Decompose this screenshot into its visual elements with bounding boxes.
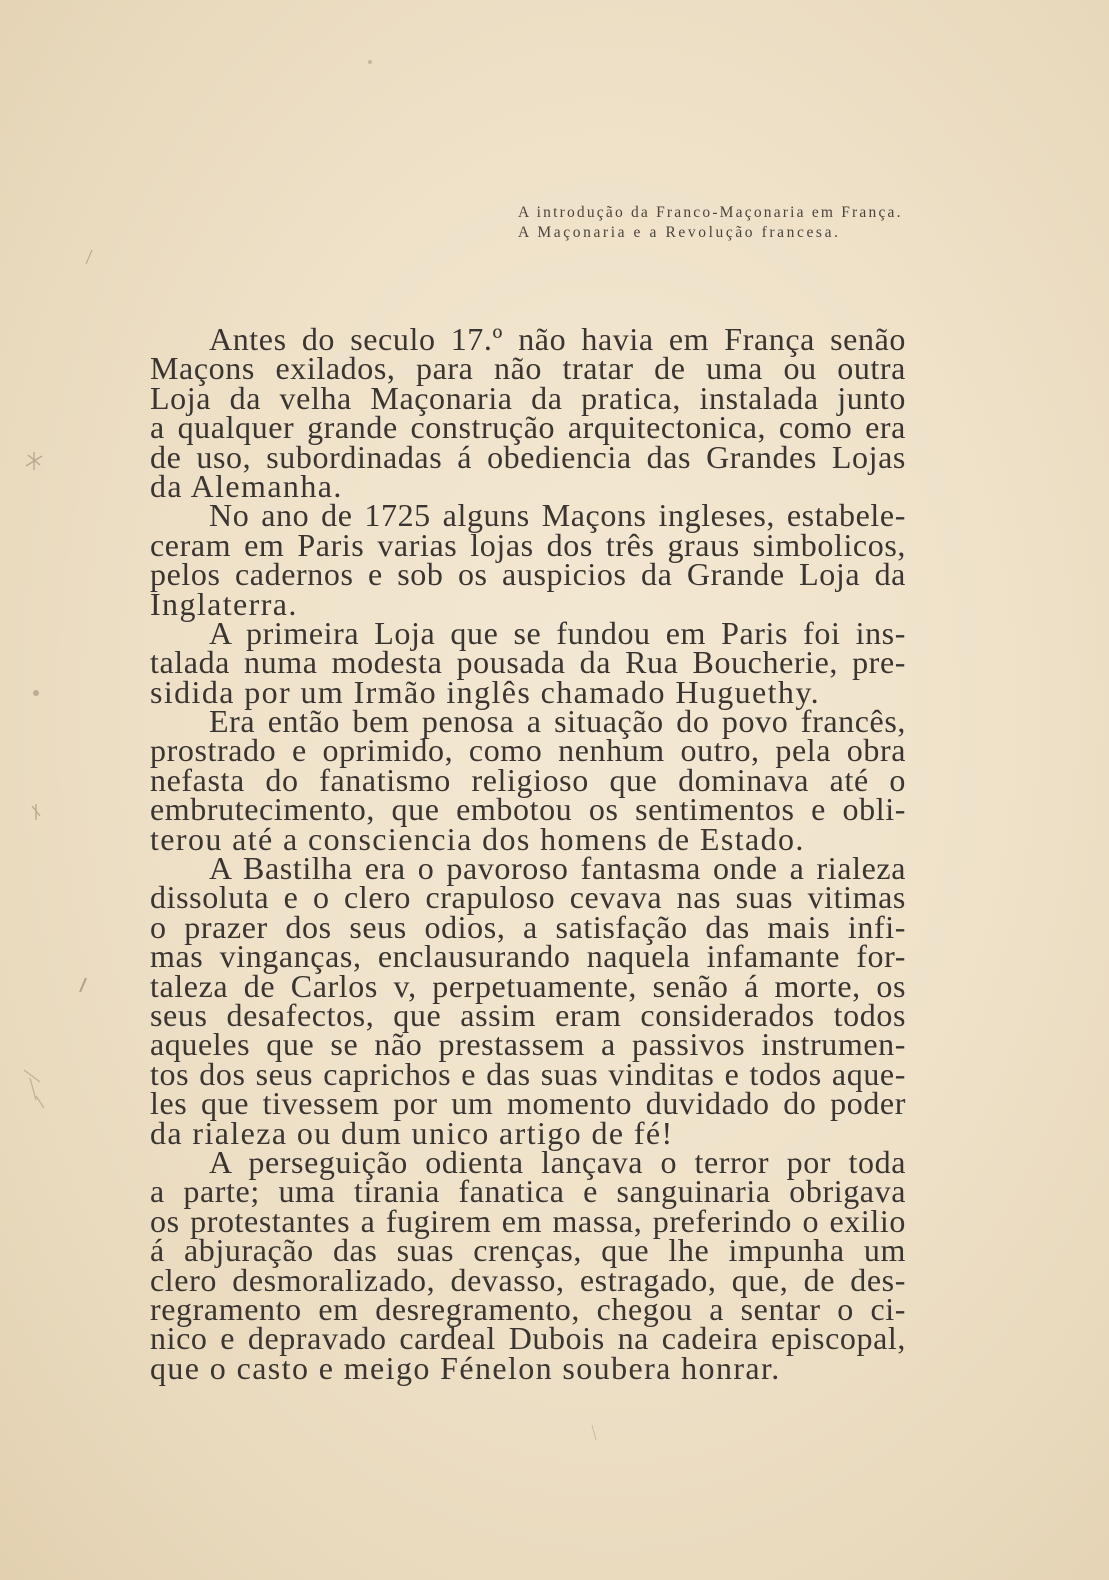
text-line: A primeira Loja que se fundou em Paris foi ins- <box>209 614 906 651</box>
text-line: da rialeza ou dum unico artigo de fé! <box>150 1114 674 1151</box>
stain-mark <box>33 690 39 696</box>
text-line: talada numa modesta pousada da Rua Boucherie, pre- <box>150 644 906 681</box>
stain-mark <box>24 1070 44 1108</box>
paragraph <box>150 614 906 710</box>
text-line: de uso, subordinadas á obediencia das Grandes Lojas <box>150 438 906 475</box>
text-line: tos dos seus caprichos e das suas vinditas e todos aque- <box>150 1055 906 1092</box>
paragraph <box>150 703 906 857</box>
text-line: taleza de Carlos v, perpetuamente, senão á morte, os <box>150 967 906 1004</box>
text-line: aqueles que se não prestassem a passivos instrumen- <box>150 1026 906 1063</box>
text-line: da Alemanha. <box>150 467 343 504</box>
text-line: a parte; uma tirania fanatica e sanguinaria obrigava <box>150 1173 906 1210</box>
text-line: á abjuração das suas crenças, que lhe impunha um <box>150 1232 906 1269</box>
text-line: Era então bem penosa a situação do povo francês, <box>209 703 906 740</box>
body-text <box>150 321 906 1386</box>
text-line: terou até a consciencia dos homens de Estado. <box>150 820 805 857</box>
stain-mark <box>592 1425 596 1440</box>
text-line: dissoluta e o clero crapuloso cevava nas suas vitimas <box>150 879 906 916</box>
text-line: Antes do seculo 17.º não havia em França senão <box>209 321 906 357</box>
text-line: sidida por um Irmão inglês chamado Huguethy. <box>150 673 821 710</box>
text-line: que o casto e meigo Fénelon soubera honrar. <box>150 1349 781 1386</box>
text-line: les que tivessem por um momento duvidado do poder <box>150 1085 906 1122</box>
text-line: mas vinganças, enclausurando naquela infamante for- <box>150 938 906 975</box>
stain-mark <box>32 804 40 820</box>
text-line: regramento em desregramento, chegou a sentar o ci- <box>150 1290 906 1327</box>
stain-mark <box>368 60 372 64</box>
text-line: No ano de 1725 alguns Maçons ingleses, estabele- <box>209 497 906 534</box>
text-line: Loja da velha Maçonaria da pratica, instalada junto <box>150 379 906 416</box>
text-line: clero desmoralizado, devasso, estragado, que, de des- <box>150 1261 906 1298</box>
paragraph <box>150 1143 906 1386</box>
text-line: pelos cadernos e sob os auspicios da Grande Loja da <box>150 556 906 593</box>
text-line: o prazer dos seus odios, a satisfação das mais infi- <box>150 908 906 945</box>
text-line: Inglaterra. <box>150 585 298 622</box>
paragraph <box>150 321 906 504</box>
text-line: seus desafectos, que assim eram considerados todos <box>150 996 906 1033</box>
text-line: nefasta do fanatismo religioso que dominava até o <box>150 761 906 798</box>
paragraph <box>150 497 906 622</box>
stain-mark <box>80 978 86 992</box>
text-line: a qualquer grande construção arquitectonica, como era <box>150 409 906 446</box>
paragraph <box>150 850 906 1151</box>
running-head <box>518 203 903 243</box>
text-line: prostrado e oprimido, como nenhum outro, pela obra <box>150 732 906 769</box>
running-head-line: A Maçonaria e a Revolução francesa. <box>518 224 841 241</box>
text-line: A perseguição odienta lançava o terror por toda <box>209 1143 906 1180</box>
stain-mark <box>26 452 42 470</box>
text-line: Maçons exilados, para não tratar de uma ou outra <box>150 350 906 387</box>
text-line: embrutecimento, que embotou os sentimentos e obli- <box>150 791 906 828</box>
text-line: os protestantes a fugirem em massa, preferindo o exilio <box>150 1202 906 1239</box>
stain-mark <box>86 250 92 264</box>
text-line: ceram em Paris varias lojas dos três graus simbolicos, <box>150 526 906 563</box>
text-line: nico e depravado cardeal Dubois na cadeira episcopal, <box>150 1320 906 1357</box>
text-line: A Bastilha era o pavoroso fantasma onde a rialeza <box>209 850 906 887</box>
running-head-line: A introdução da Franco-Maçonaria em França. <box>518 204 903 221</box>
